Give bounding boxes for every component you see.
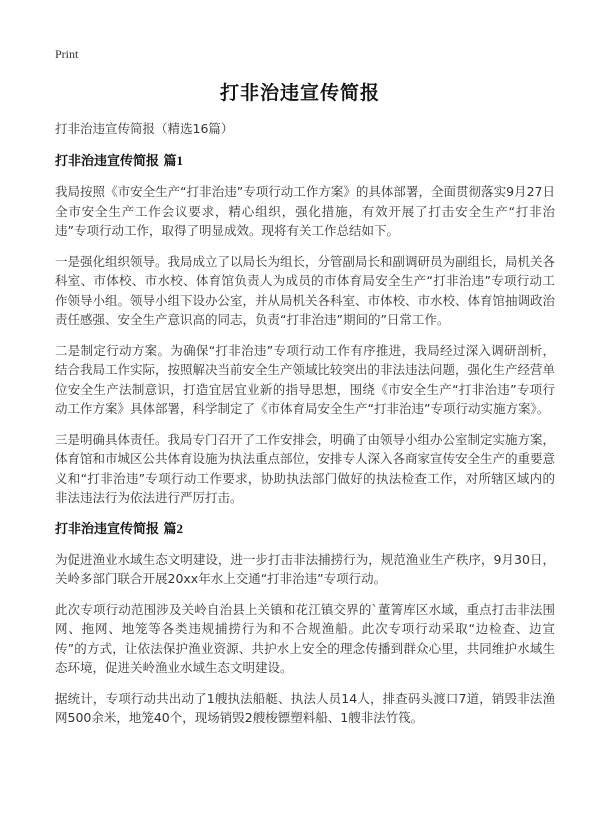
section-heading-num: 篇1 bbox=[163, 153, 184, 168]
paragraph: 一是强化组织领导。我局成立了以局长为组长，分管副局长和副调研员为副组长，局机关各科室、市体校、市水校、体育馆负责人为成员的市体育局安全生产“打非治违”专项行动工作领导小组。领导小组下设办公室，并从局机关各科室、市体校、市水校、体育馆抽调政治责任感强、安全生产意识高的同志，负责“打非治违”期间的”日常工作。 bbox=[55, 253, 556, 327]
paragraph: 三是明确具体责任。我局专门召开了工作安排会，明确了由领导小组办公室制定实施方案，体育馆和市城区公共体育设施为执法重点部位，安排专人深入各商家宣传安全生产的重要意义和“打非治违”专项行动工作要求，协助执法部门做好的执法检查工作，对所辖区域内的非法违法行为依法进行严厉打击。 bbox=[55, 431, 556, 505]
section-heading-text: 打非治违宣传简报 bbox=[55, 521, 164, 537]
section-heading-num: 篇2 bbox=[163, 520, 184, 536]
print-link[interactable]: Print bbox=[55, 47, 79, 61]
document-subtitle: 打非治违宣传简报（精选16篇） bbox=[55, 121, 234, 136]
paragraph: 二是制定行动方案。为确保“打非治违”专项行动工作有序推进，我局经过深入调研剖析，结合我局工作实际，按照解决当前安全生产领域比较突出的非法违法问题，强化生产经营单位安全生产法制意识，打造宜居宜业新的指导思想，围绕《市安全生产“打非治违”专项行动工作方案》具体部署，科学制定了《市体育局安全生产“打非治违”专项行动实施方案》。 bbox=[55, 342, 556, 416]
paragraph: 为促进渔业水域生态文明建设，进一步打击非法捕捞行为，规范渔业生产秩序，9月30日，关岭多部门联合开展20xx年水上交通“打非治违”专项行动。 bbox=[55, 551, 555, 586]
paragraph: 此次专项行动范围涉及关岭自治县上关镇和花江镇交界的`董箐库区水域，重点打击非法围网、拖网、地笼等各类违规捕捞行为和不合规渔船。此次专项行动采取“边检查、边宣传”的方式，让依法保护渔业资源、共护水上安全的理念传播到群众心里，共同维护水域生态环境，促进关岭渔业水域生态文明建设。 bbox=[55, 601, 555, 675]
section-heading-text: 打非治违宣传简报 bbox=[55, 154, 164, 169]
section-heading bbox=[55, 151, 555, 172]
section-heading bbox=[55, 519, 555, 540]
paragraph: 据统计，专项行动共出动了1艘执法船艇、执法人员14人，排查码头渡口7道，销毁非法渔网500余米，地笼40个，现场销毁2艘梭镖塑料船、1艘非法竹筏。 bbox=[55, 690, 555, 725]
document-body bbox=[55, 119, 555, 739]
section-2 bbox=[55, 519, 555, 728]
section-1 bbox=[55, 151, 555, 508]
page-title: 打非治违宣传简报 bbox=[219, 82, 380, 104]
paragraph: 我局按照《市安全生产“打非治违”专项行动工作方案》的具体部署，全面贯彻落实9月27日全市安全生产工作会议要求，精心组织，强化措施，有效开展了打击安全生产“打非治违”专项行动工作，取得了明显成效。现将有关工作总结如下。 bbox=[55, 184, 555, 238]
